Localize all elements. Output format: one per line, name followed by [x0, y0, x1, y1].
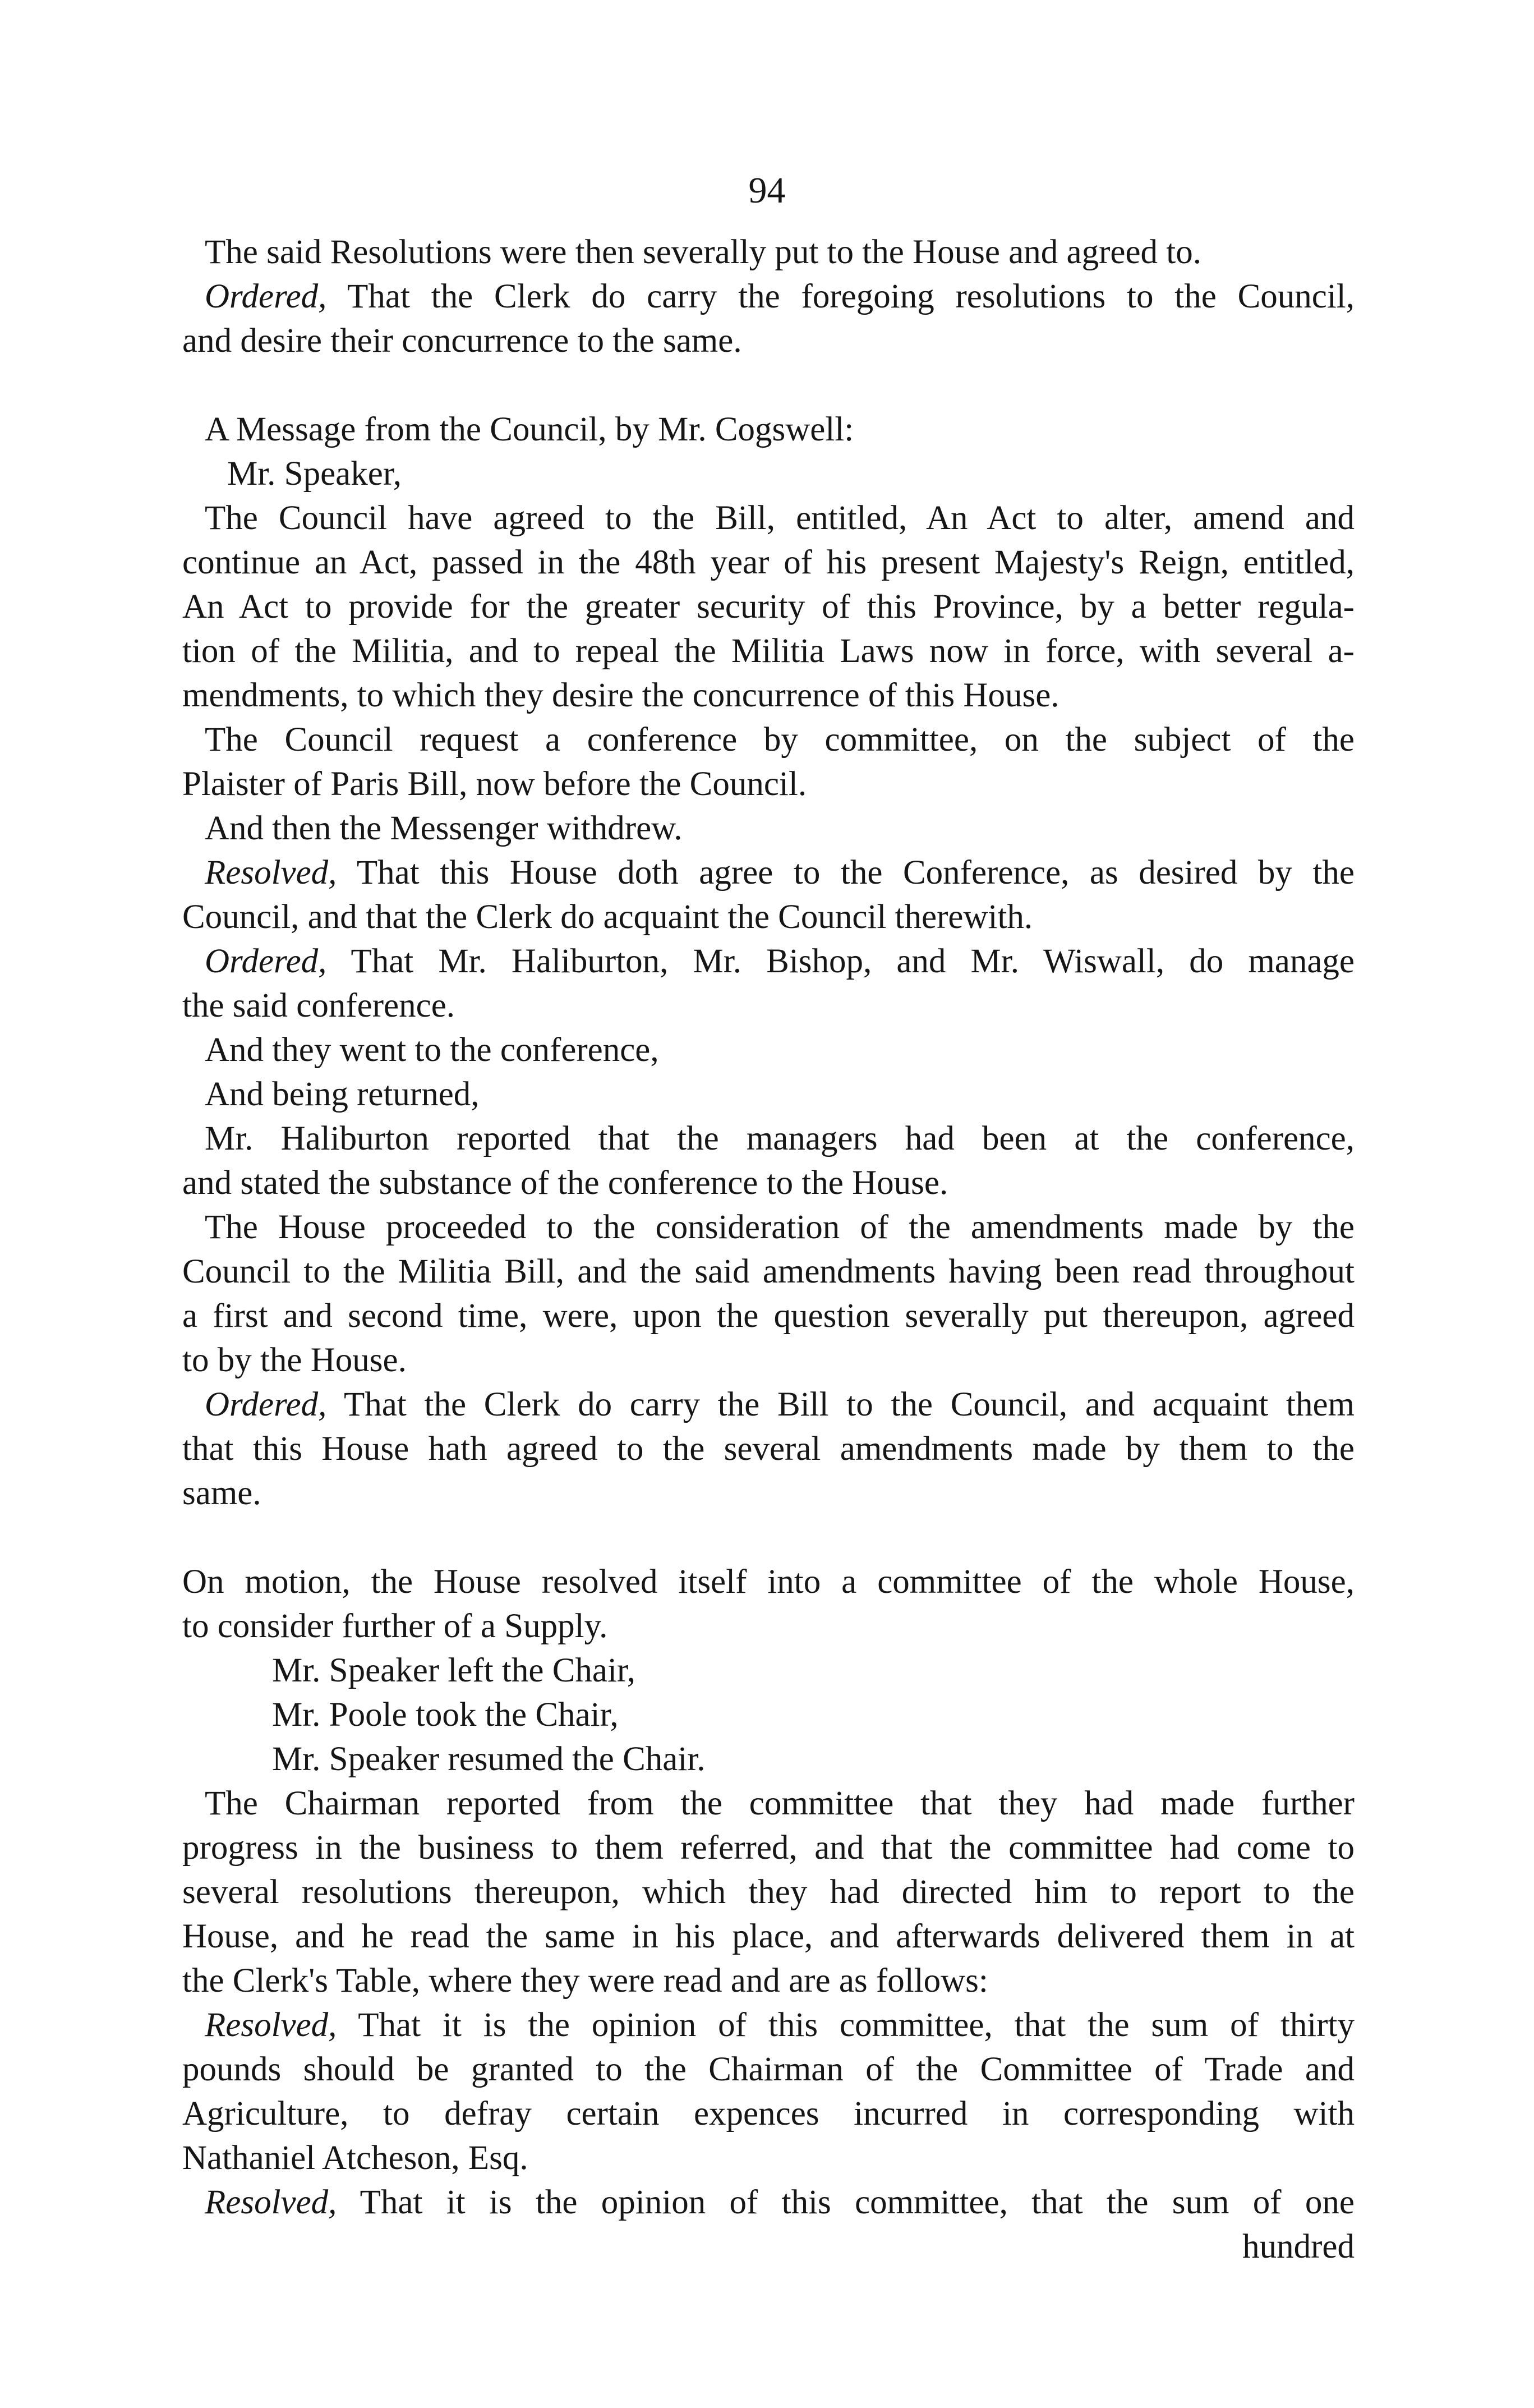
text-line [182, 1249, 1355, 1294]
line-text: Council to the Militia Bill, and the said amendments having been read throughout [182, 1253, 1355, 1290]
line-text: continue an Act, passed in the 48th year of his present Majesty's Reign, entitled, [182, 544, 1355, 581]
text-line [182, 1826, 1355, 1870]
text-line [182, 1161, 1355, 1205]
body-text [182, 230, 1355, 2269]
line-text: to by the House. [182, 1341, 407, 1379]
line-text: to consider further of a Supply. [182, 1607, 608, 1645]
text-line [182, 540, 1355, 585]
line-text: That the Clerk do carry the foregoing resolutions to the Council, [347, 278, 1355, 315]
line-text: That the Clerk do carry the Bill to the Council, and acquaint them [344, 1386, 1355, 1423]
text-line [182, 2092, 1355, 2136]
line-lead-word: Resolved, [205, 2184, 337, 2221]
line-text: The said Resolutions were then severally put to the House and agreed to. [205, 233, 1201, 271]
text-line [182, 1781, 1355, 1826]
line-text: mendments, to which they desire the concurrence of this House. [182, 677, 1059, 714]
text-line [182, 1914, 1355, 1959]
line-text: A Message from the Council, by Mr. Cogswell: [205, 411, 854, 448]
line-lead-word: Ordered, [205, 278, 327, 315]
line-text: progress in the business to them referred, and that the committee had come to [182, 1829, 1355, 1867]
line-text: Plaister of Paris Bill, now before the Council. [182, 765, 807, 803]
line-lead-word: Resolved, [205, 854, 337, 891]
line-text: the said conference. [182, 987, 455, 1024]
text-line [182, 1294, 1355, 1338]
line-text: Agriculture, to defray certain expences incurred in corresponding with [182, 2095, 1355, 2133]
line-text: The Council have agreed to the Bill, entitled, An Act to alter, amend and [205, 499, 1355, 537]
line-text: same. [182, 1474, 261, 1512]
text-line [182, 1205, 1355, 1249]
line-text: On motion, the House resolved itself into a committee of the whole House, [182, 1563, 1355, 1601]
line-text: Mr. Haliburton reported that the managers had been at the conference, [205, 1120, 1355, 1157]
text-line [182, 585, 1355, 629]
line-text: House, and he read the same in his place, and afterwards delivered them in at [182, 1918, 1355, 1955]
line-text: the Clerk's Table, where they were read and are as follows: [182, 1962, 988, 2000]
line-text: tion of the Militia, and to repeal the Militia Laws now in force, with several a- [182, 632, 1355, 670]
text-line [182, 1471, 1355, 1515]
text-line [182, 1028, 1355, 1072]
text-line [182, 1382, 1355, 1427]
text-line [182, 851, 1355, 895]
text-line [182, 1560, 1355, 1604]
line-text: Mr. Poole took the Chair, [272, 1696, 619, 1734]
text-line [182, 806, 1355, 851]
text-line [182, 2180, 1355, 2225]
line-text: An Act to provide for the greater security of this Province, by a better regula- [182, 588, 1355, 626]
text-line [182, 1072, 1355, 1116]
text-line [182, 718, 1355, 762]
line-text: Council, and that the Clerk do acquaint the Council therewith. [182, 898, 1033, 936]
line-text: That this House doth agree to the Conference, as desired by the [356, 854, 1355, 891]
text-line [182, 1604, 1355, 1648]
text-line [182, 2225, 1355, 2269]
text-line [182, 629, 1355, 673]
line-text: That Mr. Haliburton, Mr. Bishop, and Mr. Wiswall, do manage [351, 943, 1355, 980]
line-lead-word: Ordered, [205, 943, 327, 980]
text-line [182, 895, 1355, 939]
text-line [182, 1693, 1355, 1737]
line-text: and stated the substance of the conference to the House. [182, 1164, 948, 1202]
text-line [182, 230, 1355, 274]
text-line [182, 1338, 1355, 1382]
text-line [182, 2047, 1355, 2092]
text-line [182, 407, 1355, 452]
line-text: The Chairman reported from the committee that they had made further [205, 1785, 1355, 1822]
line-text: Mr. Speaker resumed the Chair. [272, 1740, 706, 1778]
text-line [182, 762, 1355, 806]
line-text: several resolutions thereupon, which they had directed him to report to the [182, 1873, 1355, 1911]
paragraph-gap [182, 1515, 1355, 1560]
line-text: That it is the opinion of this committee, that the sum of one [360, 2184, 1355, 2221]
line-lead-word: Resolved, [205, 2006, 337, 2044]
line-text: and desire their concurrence to the same. [182, 322, 742, 360]
text-line [182, 496, 1355, 540]
line-text: a first and second time, were, upon the question severally put thereupon, agreed [182, 1297, 1355, 1335]
text-line [182, 1959, 1355, 2003]
text-line [182, 984, 1355, 1028]
text-line [182, 1648, 1355, 1693]
paragraph-gap [182, 363, 1355, 407]
line-text: And they went to the conference, [205, 1031, 659, 1069]
text-line [182, 452, 1355, 496]
page-number: 94 [748, 170, 786, 211]
line-text: Mr. Speaker, [227, 455, 402, 493]
text-line [182, 1427, 1355, 1471]
line-text: hundred [1242, 2228, 1355, 2265]
line-text: The Council request a conference by committee, on the subject of the [205, 721, 1355, 759]
line-text: And being returned, [205, 1076, 480, 1113]
line-text: Nathaniel Atcheson, Esq. [182, 2139, 528, 2177]
line-text: that this House hath agreed to the several amendments made by them to the [182, 1430, 1355, 1468]
text-line [182, 1737, 1355, 1781]
text-line [182, 2003, 1355, 2047]
text-line [182, 319, 1355, 363]
line-text: And then the Messenger withdrew. [205, 810, 683, 847]
line-text: Mr. Speaker left the Chair, [272, 1652, 636, 1689]
text-line [182, 274, 1355, 319]
line-lead-word: Ordered, [205, 1386, 327, 1423]
text-line [182, 673, 1355, 718]
text-line [182, 939, 1355, 984]
line-text: pounds should be granted to the Chairman of the Committee of Trade and [182, 2051, 1355, 2088]
text-line [182, 1870, 1355, 1914]
line-text: That it is the opinion of this committee, that the sum of thirty [358, 2006, 1355, 2044]
text-line [182, 1116, 1355, 1161]
text-line [182, 2136, 1355, 2180]
line-text: The House proceeded to the consideration of the amendments made by the [205, 1208, 1355, 1246]
